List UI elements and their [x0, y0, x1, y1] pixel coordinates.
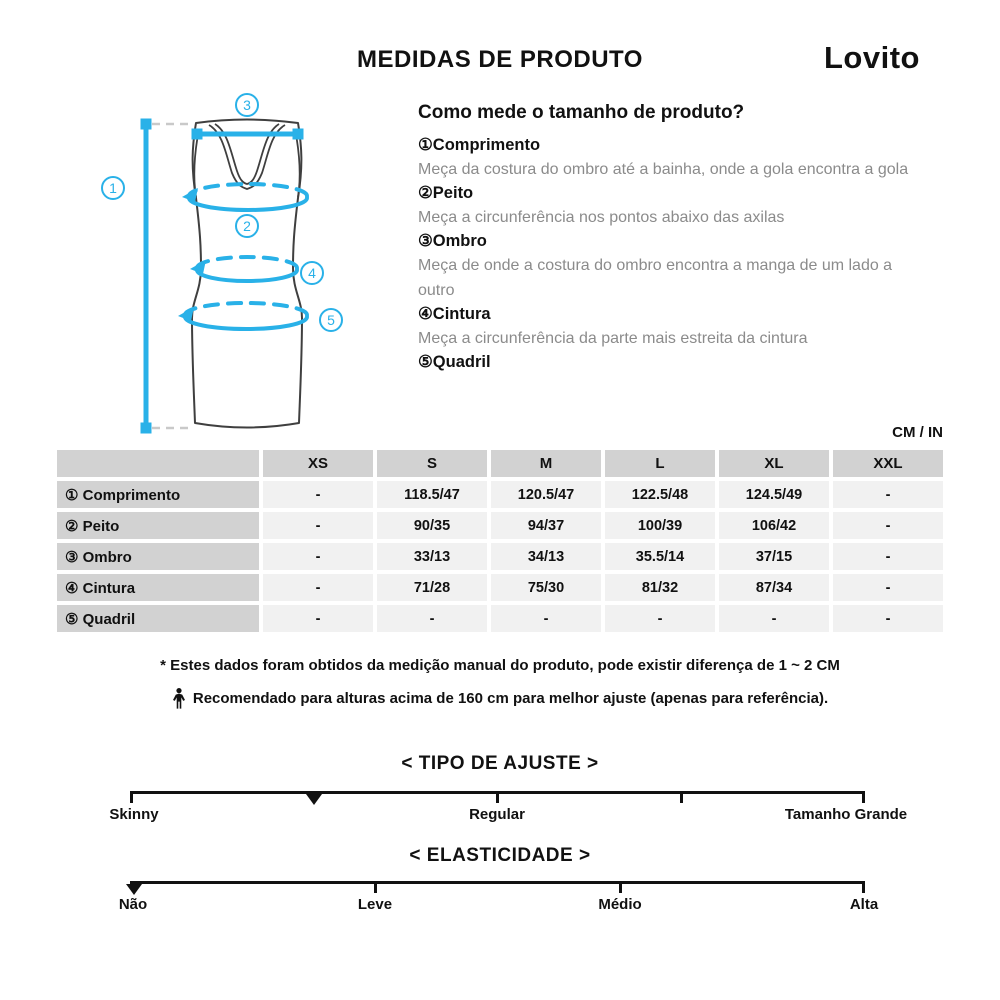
item-number: ⑤ — [418, 353, 433, 371]
length-endpoint-bottom — [141, 423, 152, 434]
fit-type-heading: < TIPO DE AJUSTE > — [401, 753, 599, 774]
table-cell: - — [263, 543, 373, 570]
table-cell: - — [833, 481, 943, 508]
diagram-label-quadril — [320, 309, 342, 331]
guide-item-comprimento — [418, 134, 926, 157]
measure-guide — [418, 102, 926, 374]
table-cell: 122.5/48 — [605, 481, 715, 508]
table-cell: 71/28 — [377, 574, 487, 601]
table-cell: - — [491, 605, 601, 632]
column-header-m: M — [491, 450, 601, 477]
table-cell: 37/15 — [719, 543, 829, 570]
row-label-ombro: ③ Ombro — [57, 543, 259, 570]
guide-desc-comprimento: Meça da costura do ombro até a bainha, onde a gola encontra a gola — [418, 161, 909, 178]
table-cell: 81/32 — [605, 574, 715, 601]
item-number: ① — [418, 136, 433, 154]
item-number: ③ — [418, 232, 433, 250]
guide-item-ombro — [418, 230, 926, 253]
table-cell: 100/39 — [605, 512, 715, 539]
row-label-quadril: ⑤ Quadril — [57, 605, 259, 632]
units-label: CM / IN — [892, 424, 943, 441]
shoulder-endpoint-left — [192, 129, 203, 140]
table-cell: - — [833, 574, 943, 601]
brand-logo: Lovito — [824, 40, 920, 75]
table-cell: 75/30 — [491, 574, 601, 601]
table-cell: 34/13 — [491, 543, 601, 570]
column-header-s: S — [377, 450, 487, 477]
svg-text:2: 2 — [243, 218, 251, 234]
fit-label-skinny: Skinny — [109, 806, 159, 823]
svg-text:4: 4 — [308, 265, 316, 281]
page-title: MEDIDAS DE PRODUTO — [357, 46, 643, 73]
diagram-label-ombro — [236, 94, 258, 116]
table-cell: 35.5/14 — [605, 543, 715, 570]
guide-heading: Como mede o tamanho de produto? — [418, 102, 745, 123]
diagram-label-comprimento — [102, 177, 124, 199]
table-cell: 94/37 — [491, 512, 601, 539]
table-cell: - — [263, 481, 373, 508]
dress-measurement-diagram — [88, 85, 418, 455]
table-cell: - — [833, 512, 943, 539]
guide-item-cintura — [418, 303, 926, 326]
table-cell: - — [833, 605, 943, 632]
column-header-xxl: XXL — [833, 450, 943, 477]
column-header-l: L — [605, 450, 715, 477]
item-label: Ombro — [432, 232, 487, 250]
table-cell: - — [263, 512, 373, 539]
item-number: ④ — [418, 305, 433, 323]
fit-type-scale — [130, 791, 865, 794]
svg-text:1: 1 — [109, 180, 117, 196]
size-table — [57, 450, 943, 632]
height-recommendation-text: Recomendado para alturas acima de 160 cm para melhor ajuste (apenas para referência). — [192, 690, 829, 707]
diagram-label-cintura — [301, 262, 323, 284]
table-cell: - — [719, 605, 829, 632]
item-label: Peito — [432, 184, 474, 202]
scale-tick — [130, 794, 133, 803]
table-cell: - — [263, 574, 373, 601]
table-cell: 87/34 — [719, 574, 829, 601]
table-corner-cell — [57, 450, 259, 477]
guide-desc-peito: Meça a circunferência nos pontos abaixo das axilas — [418, 209, 785, 226]
column-header-xl: XL — [719, 450, 829, 477]
item-number: ② — [418, 184, 433, 202]
shoulder-endpoint-right — [293, 129, 304, 140]
guide-item-quadril — [418, 351, 926, 374]
elasticity-marker-icon — [126, 884, 142, 895]
elasticity-label-nao: Não — [118, 896, 148, 913]
elasticity-label-leve: Leve — [357, 896, 393, 913]
column-header-xs: XS — [263, 450, 373, 477]
scale-tick — [862, 884, 865, 893]
guide-desc-cintura: Meça a circunferência da parte mais estreita da cintura — [418, 330, 808, 347]
row-label-comprimento: ① Comprimento — [57, 481, 259, 508]
svg-text:3: 3 — [243, 97, 251, 113]
table-cell: - — [833, 543, 943, 570]
table-cell: 33/13 — [377, 543, 487, 570]
fit-label-tamanho-grande: Tamanho Grande — [784, 806, 908, 823]
measurement-disclaimer: * Estes dados foram obtidos da medição manual do produto, pode existir diferença de 1 ~ 2 CM — [160, 657, 840, 674]
scale-tick — [862, 794, 865, 803]
svg-text:5: 5 — [327, 312, 335, 328]
row-label-peito: ② Peito — [57, 512, 259, 539]
item-label: Comprimento — [432, 136, 541, 154]
elasticity-label-alta: Alta — [849, 896, 879, 913]
dress-outline — [192, 120, 302, 428]
elasticity-scale — [130, 881, 865, 884]
scale-tick — [374, 884, 377, 893]
table-cell: 118.5/47 — [377, 481, 487, 508]
fit-label-regular: Regular — [469, 806, 525, 823]
table-cell: - — [605, 605, 715, 632]
diagram-label-peito — [236, 215, 258, 237]
elasticity-label-medio: Médio — [598, 896, 642, 913]
row-label-cintura: ④ Cintura — [57, 574, 259, 601]
table-cell: - — [377, 605, 487, 632]
fit-type-marker-icon — [306, 794, 322, 805]
table-cell: - — [263, 605, 373, 632]
scale-tick — [496, 794, 499, 803]
elasticity-heading: < ELASTICIDADE > — [409, 845, 591, 866]
person-icon — [172, 688, 186, 709]
table-cell: 90/35 — [377, 512, 487, 539]
scale-tick — [680, 794, 683, 803]
scale-tick — [619, 884, 622, 893]
table-cell: 124.5/49 — [719, 481, 829, 508]
item-label: Cintura — [432, 305, 491, 323]
table-cell: 106/42 — [719, 512, 829, 539]
table-cell: 120.5/47 — [491, 481, 601, 508]
length-endpoint-top — [141, 119, 152, 130]
item-label: Quadril — [432, 353, 491, 371]
guide-desc-ombro: Meça de onde a costura do ombro encontra a manga de um lado a outro — [418, 257, 893, 299]
guide-item-peito — [418, 182, 926, 205]
height-recommendation — [0, 688, 1000, 709]
